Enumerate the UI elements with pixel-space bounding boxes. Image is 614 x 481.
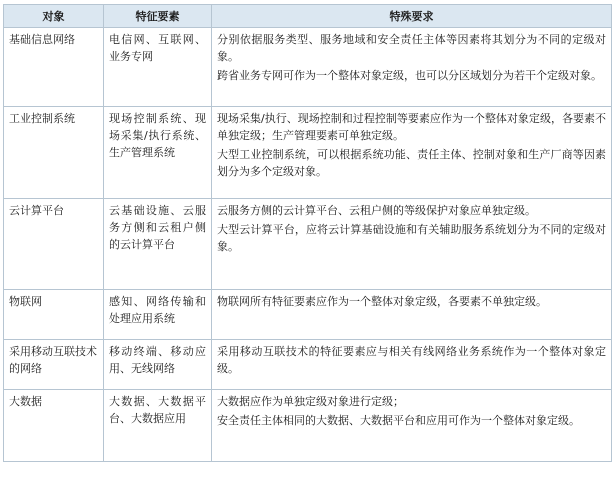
row-requirements-cell [212,340,612,390]
row-features-cell: 移动终端、移动应用、无线网络 [104,340,212,390]
requirement-paragraph: 云服务方侧的云计算平台、云租户侧的等级保护对象应单独定级。 [217,204,536,217]
row-features-cell: 感知、网络传输和处理应用系统 [104,290,212,340]
row-object-cell: 工业控制系统 [4,107,104,199]
requirement-paragraph: 大数据应作为单独定级对象进行定级； [217,395,404,408]
table-row [4,28,612,107]
table-row [4,199,612,290]
requirement-paragraph: 采用移动互联技术的特征要素应与相关有线网络业务系统作为一个整体对象定级。 [217,345,606,375]
row-features-cell: 现场控制系统、现场采集/执行系统、生产管理系统 [104,107,212,199]
row-object-cell: 基础信息网络 [4,28,104,107]
header-object: 对象 [4,5,104,28]
table-row [4,107,612,199]
table-row [4,390,612,462]
header-features: 特征要素 [104,5,212,28]
requirement-paragraph: 安全责任主体相同的大数据、大数据平台和应用可作为一个整体对象定级。 [217,414,580,427]
table-row [4,340,612,390]
requirement-paragraph: 物联网所有特征要素应作为一个整体对象定级，各要素不单独定级。 [217,295,547,308]
grading-requirements-table [3,4,612,462]
requirement-paragraph: 大型云计算平台，应将云计算基础设施和有关辅助服务系统划分为不同的定级对象。 [217,223,606,253]
row-requirements-cell [212,290,612,340]
requirement-paragraph: 跨省业务专网可作为一个整体对象定级，也可以分区域划分为若干个定级对象。 [217,69,602,82]
header-requirements: 特殊要求 [212,5,612,28]
table-row [4,290,612,340]
row-features-cell: 大数据、大数据平台、大数据应用 [104,390,212,462]
requirement-paragraph: 大型工业控制系统，可以根据系统功能、责任主体、控制对象和生产厂商等因素划分为多个定级对象。 [217,148,606,178]
row-object-cell: 物联网 [4,290,104,340]
row-object-cell: 云计算平台 [4,199,104,290]
row-requirements-cell [212,390,612,462]
row-features-cell: 电信网、互联网、业务专网 [104,28,212,107]
requirement-paragraph: 现场采集/执行、现场控制和过程控制等要素应作为一个整体对象定级，各要素不单独定级；生产管理要素可单独定级。 [217,112,606,142]
table-header-row [4,5,612,28]
requirement-paragraph: 分别依据服务类型、服务地域和安全责任主体等因素将其划分为不同的定级对象。 [217,33,606,63]
row-requirements-cell [212,28,612,107]
requirements-table-container [3,4,611,462]
row-object-cell: 采用移动互联技术的网络 [4,340,104,390]
row-features-cell: 云基础设施、云服务方侧和云租户侧的云计算平台 [104,199,212,290]
row-object-cell: 大数据 [4,390,104,462]
row-requirements-cell [212,199,612,290]
row-requirements-cell [212,107,612,199]
